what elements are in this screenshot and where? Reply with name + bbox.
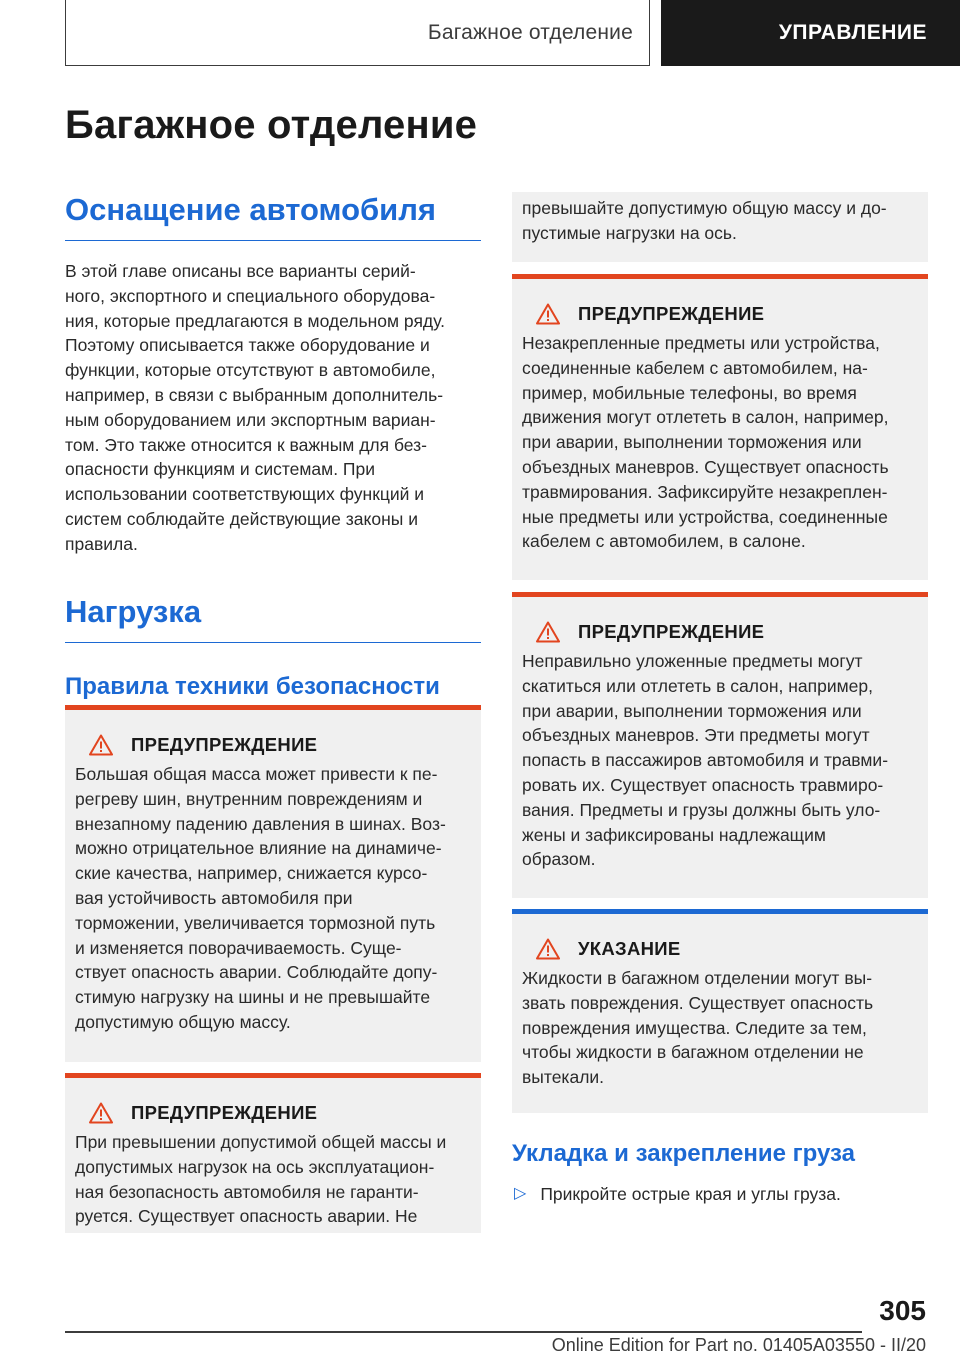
text-line: Неправильно уложенные предметы могут xyxy=(522,651,863,671)
list-item-text: Прикройте острые края и углы груза. xyxy=(540,1184,841,1204)
warning-text xyxy=(75,1130,471,1229)
text-line: вания. Предметы и грузы должны быть уло- xyxy=(522,799,881,820)
warning-title: ПРЕДУПРЕЖДЕНИЕ xyxy=(578,303,765,324)
text-line: объездных маневров. Существует опасность xyxy=(522,456,889,477)
text-line: при аварии, выполнении торможения или xyxy=(522,700,862,721)
text-line: и изменяется поворачиваемость. Суще- xyxy=(75,937,402,958)
text-line: торможении, увеличивается тормозной путь xyxy=(75,912,436,933)
text-line: Жидкости в багажном отделении могут вы- xyxy=(522,968,873,988)
text-line: ские качества, например, снижается курсо- xyxy=(75,863,428,884)
text-line: движения могут отлететь в салон, например, xyxy=(522,407,889,428)
text-line: регреву шин, внутренним повреждениям и xyxy=(75,788,423,809)
warning-box xyxy=(512,592,928,898)
text-line: Большая общая масса может привести к пе- xyxy=(75,764,438,784)
text-line: ные предметы или устройства, соединенные xyxy=(522,506,888,527)
text-line: объездных маневров. Эти предметы могут xyxy=(522,725,870,746)
stowing-heading: Укладка и закрепление груза xyxy=(512,1140,855,1167)
warning-box-continuation xyxy=(512,192,928,262)
notice-box xyxy=(512,909,928,1113)
text-line: систем соблюдайте действующие законы и xyxy=(65,508,418,529)
list-item xyxy=(512,1182,928,1207)
footer-divider xyxy=(65,1331,862,1333)
text-line: Незакрепленные предметы или устройства, xyxy=(522,333,880,353)
equipment-section xyxy=(65,192,481,557)
text-line: при аварии, выполнении торможения или xyxy=(522,432,862,453)
warning-triangle-icon xyxy=(89,1102,113,1124)
header-chapter-title: УПРАВЛЕНИЕ xyxy=(778,21,927,44)
text-line: звать повреждения. Существует опасность xyxy=(522,992,874,1013)
header-section-tab xyxy=(65,0,650,66)
notice-title-row xyxy=(536,938,918,960)
text-line: превышайте допустимую общую массу и до- xyxy=(522,198,887,218)
equipment-heading: Оснащение автомобиля xyxy=(65,192,481,241)
text-line: травмирования. Зафиксируйте незакреплен- xyxy=(522,481,888,502)
text-line: попасть в пассажиров автомобиля и травми- xyxy=(522,750,889,771)
warning-box xyxy=(512,274,928,580)
text-line: В этой главе описаны все варианты серий- xyxy=(65,261,416,281)
header-chapter-tab xyxy=(661,0,960,66)
text-line: внезапному падению давления в шинах. Воз- xyxy=(75,813,446,834)
text-line: ным оборудованием или экспортным вариан- xyxy=(65,409,436,430)
load-section xyxy=(65,594,481,701)
text-line: можно отрицательное влияние на динамиче- xyxy=(75,838,442,859)
warning-triangle-icon xyxy=(536,938,560,960)
text-line: образом. xyxy=(522,849,596,870)
warning-box xyxy=(65,1073,481,1233)
text-line: соединенные кабелем с автомобилем, на- xyxy=(522,357,868,378)
text-line: опасности функциям и системам. При xyxy=(65,459,376,480)
text-line: ровать их. Существует опасность травмиро- xyxy=(522,774,884,795)
text-line: правила. xyxy=(65,533,138,554)
warning-title: ПРЕДУПРЕЖДЕНИЕ xyxy=(578,621,765,642)
text-line: вытекали. xyxy=(522,1067,605,1088)
warning-triangle-icon xyxy=(89,734,113,756)
text-line: пример, мобильные телефоны, во время xyxy=(522,382,857,403)
footer-edition: Online Edition for Part no. 01405A03550 - II/20 xyxy=(551,1335,926,1355)
warning-title-row xyxy=(536,621,918,643)
header-section-title: Багажное отделение xyxy=(427,20,633,44)
safety-rules-heading: Правила техники безопасности xyxy=(65,673,440,700)
text-line: ная безопасность автомобиля не гаранти- xyxy=(75,1181,419,1202)
page-title: Багажное отделение xyxy=(65,103,478,147)
text-line: Поэтому описывается также оборудование и xyxy=(65,335,430,356)
text-line: ствует опасность аварии. Соблюдайте допу- xyxy=(75,962,438,983)
text-line: При превышении допустимой общей массы и xyxy=(75,1132,447,1152)
equipment-text xyxy=(65,259,481,557)
text-line: функции, которые отсутствуют в автомобиле, xyxy=(65,360,436,381)
warning-title: ПРЕДУПРЕЖДЕНИЕ xyxy=(131,1102,318,1123)
text-line: чтобы жидкости в багажном отделении не xyxy=(522,1042,864,1063)
warning-text xyxy=(522,649,918,872)
text-line: использовании соответствующих функций и xyxy=(65,484,425,505)
warning-triangle-icon xyxy=(536,303,560,325)
text-line: жены и зафиксированы надлежащим xyxy=(522,824,826,845)
notice-text xyxy=(522,966,918,1090)
triangle-right-icon: ▷ xyxy=(514,1185,527,1202)
text-line: скатиться или отлететь в салон, например, xyxy=(522,675,873,696)
warning-title-row xyxy=(89,1102,471,1124)
text-line: стимую нагрузку на шины и не превышайте xyxy=(75,987,431,1008)
text-line: ния, которые предлагаются в модельном ряду. xyxy=(65,310,445,331)
warning-text xyxy=(522,196,918,246)
text-line: повреждения имущества. Следите за тем, xyxy=(522,1017,867,1038)
text-line: допустимых нагрузок на ось эксплуатацион- xyxy=(75,1156,435,1177)
warning-text xyxy=(522,331,918,554)
text-line: том. Это также относится к важным для без- xyxy=(65,434,427,455)
text-line: допустимую общую массу. xyxy=(75,1011,291,1032)
warning-title-row xyxy=(536,303,918,325)
text-line: например, в связи с выбранным дополнитель- xyxy=(65,384,444,405)
warning-title-row xyxy=(89,734,471,756)
warning-box xyxy=(65,705,481,1062)
warning-title: ПРЕДУПРЕЖДЕНИЕ xyxy=(131,734,318,755)
notice-title: УКАЗАНИЕ xyxy=(578,938,681,959)
load-heading: Нагрузка xyxy=(65,594,481,643)
text-line: кабелем с автомобилем, в салоне. xyxy=(522,531,806,552)
warning-triangle-icon xyxy=(536,621,560,643)
text-line: пустимые нагрузки на ось. xyxy=(522,222,737,243)
stowing-section xyxy=(512,1140,928,1207)
text-line: ного, экспортного и специального оборудова- xyxy=(65,285,436,306)
text-line: вая устойчивость автомобиля при xyxy=(75,887,353,908)
warning-text xyxy=(75,762,471,1035)
text-line: руется. Существует опасность аварии. Не xyxy=(75,1206,418,1227)
page-number: 305 xyxy=(879,1295,926,1326)
